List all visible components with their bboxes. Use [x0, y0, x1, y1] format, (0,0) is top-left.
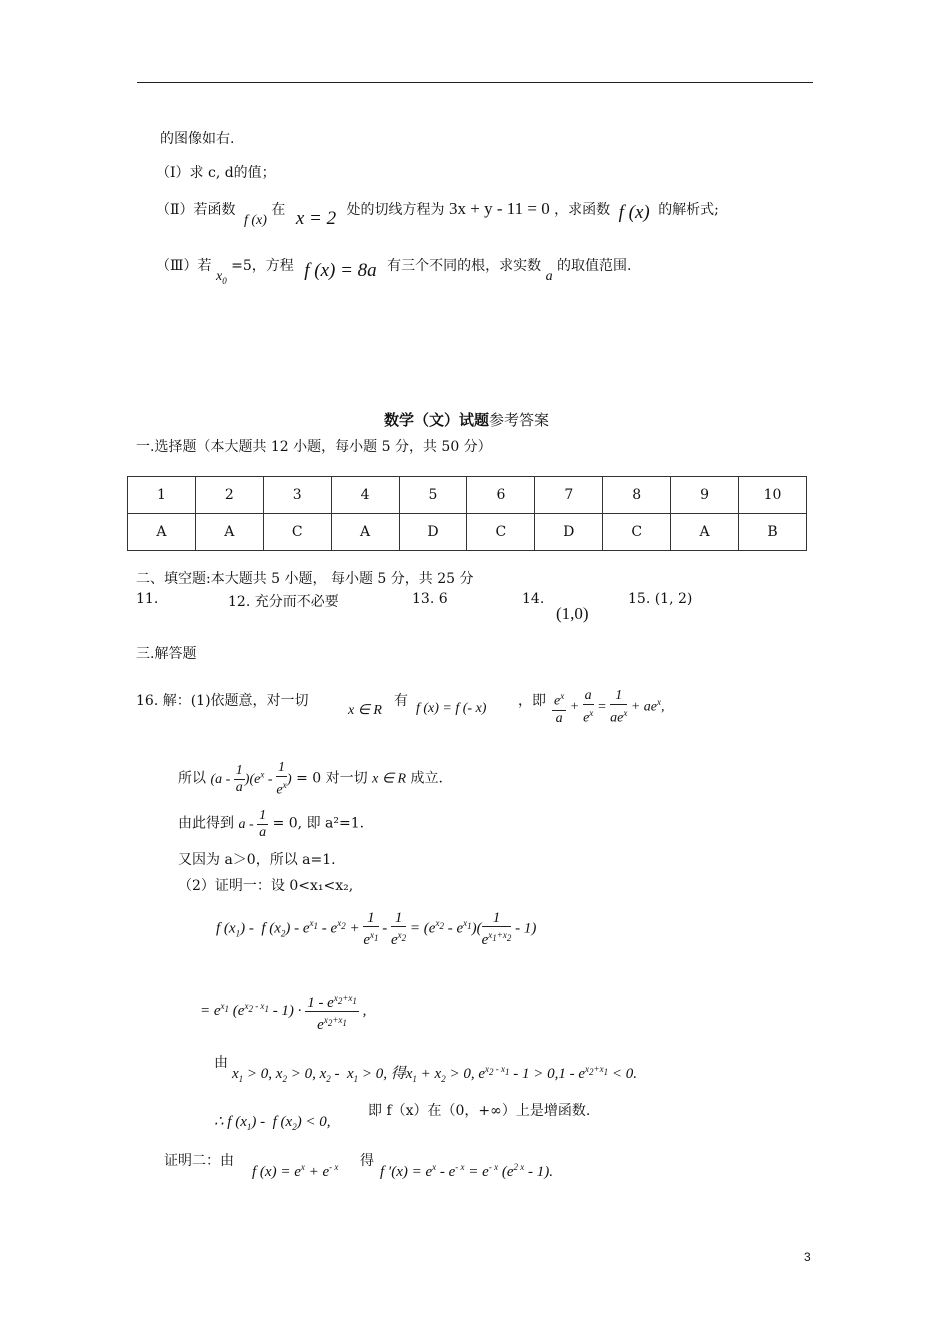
- sol16-line-3: [178, 808, 364, 841]
- table-cell: 3: [263, 477, 331, 514]
- table-cell: C: [603, 514, 671, 551]
- table-cell: 2: [195, 477, 263, 514]
- sol16-line-1: [136, 690, 309, 710]
- part2-text-d: ，求函数: [554, 202, 611, 218]
- part3-x0: [216, 269, 227, 284]
- table-cell: D: [535, 514, 603, 551]
- table-cell: 7: [535, 477, 603, 514]
- part3-equation: f (x) = 8a: [304, 260, 377, 281]
- sol16-l10-text-c: 得: [360, 1153, 374, 1169]
- table-cell: C: [467, 514, 535, 551]
- table-cell: A: [195, 514, 263, 551]
- table-cell: A: [331, 514, 399, 551]
- fill-q14-answer: (1,0): [556, 604, 589, 623]
- table-cell: B: [739, 514, 807, 551]
- sol16-line-4: 又因为 a＞0，所以 a=1.: [178, 852, 336, 868]
- fill-q14: 14.: [522, 591, 545, 607]
- sol16-line-6: f $(x_1)$ - f $(x_2) - e^{x_1} - e^{x_2}$ + $\frac{1}{e^{x_1}}$ - $\frac{1}{e^{x_2}}$ = $(e^{x_2} - e^{x_1})$( $\frac{1}{e^{x_1+x_2}}$ - 1): [216, 910, 537, 948]
- part2-tangent-equation: 3x + y - 11 = 0: [448, 199, 550, 218]
- part2-fx-2: f (x): [618, 202, 650, 223]
- sol16-l1-text-c: ，即: [518, 693, 546, 709]
- part3-text-b: =5，方程: [231, 258, 294, 274]
- sol16-l3-expr: a - $\frac{1}{a}$: [238, 808, 267, 840]
- fraction-1-over-ex1: $\frac{1}{e^{x_1}}$: [363, 910, 379, 948]
- problem-part-2: [156, 198, 719, 229]
- sol16-l9-inequality: ∴ f $(x_1)$ - f $(x_2) < 0$,: [214, 1114, 331, 1132]
- sol16-l1-tail: + ae: [630, 699, 658, 715]
- sol16-l10-fx: f $(x) = e^x + e^{- x}$: [252, 1162, 339, 1180]
- sol16-l1-fractions: $\frac{e^x}{a}$ + $\frac{a}{e^x}$ = $\frac{1}{ae^x}$ + $ae^x$,: [554, 688, 665, 726]
- table-cell: D: [399, 514, 467, 551]
- table-cell: A: [671, 514, 739, 551]
- sol16-l1-x-in-r: x ∈ R: [348, 703, 382, 718]
- page-number: 3: [804, 1250, 811, 1264]
- fraction-1-over-aex: $\frac{1}{ae^x}$: [610, 688, 628, 726]
- section-3-heading: 三.解答题: [136, 646, 197, 662]
- table-cell: 10: [739, 477, 807, 514]
- part3-x0-var: x: [215, 269, 223, 284]
- fraction-ex-over-a: $\frac{e^x}{a}$: [552, 688, 566, 727]
- sol16-l1-text-b: 有: [394, 693, 408, 709]
- part3-x0-sub: 0: [222, 275, 227, 286]
- sol16-l3-text-b: = 0, 即 a²=1.: [272, 815, 365, 832]
- sol16-l8-text-a: 由: [214, 1055, 228, 1071]
- fraction-a-over-ex: $\frac{a}{e^x}$: [583, 688, 594, 726]
- fraction-1-over-ex2: $\frac{1}{e^{x_2}}$: [391, 910, 407, 948]
- sol16-l3-text-a: 由此得到: [178, 815, 234, 832]
- sol16-l10-text-a: 证明二：由: [164, 1153, 234, 1169]
- part2-x-equals-2: x = 2: [295, 208, 337, 229]
- answer-table: [127, 476, 807, 551]
- fill-q15: 15. (1, 2): [628, 591, 693, 607]
- table-cell: 5: [399, 477, 467, 514]
- sol16-line-5: （2）证明一：设 0<x₁<x₂,: [178, 878, 354, 894]
- fraction-1-over-a-2: $\frac{1}{a}$: [259, 808, 267, 840]
- sol16-l9-text: 即 f（x）在（0，+∞）上是增函数.: [368, 1103, 591, 1119]
- fraction-1-minus-e-over-e: $\frac{1 - e^{x_2+x_1}}{e^{x_2+x_1}}$: [305, 990, 359, 1033]
- table-cell: 9: [671, 477, 739, 514]
- part3-text-d: 的取值范围.: [557, 258, 632, 274]
- sol16-line-2: [178, 760, 443, 799]
- sol16-l2-text-a: 所以: [178, 770, 206, 787]
- sol16-l2-text-b: = 0 对一切: [296, 770, 368, 787]
- sol16-l2-x-in-r: x ∈ R: [372, 771, 407, 787]
- sol16-l2-text-c: 成立.: [410, 770, 443, 787]
- table-row-answers: [128, 514, 807, 551]
- part2-fx: f (x): [243, 213, 267, 228]
- table-cell: C: [263, 514, 331, 551]
- sol16-l1-equation: f (x) = f (- x): [416, 701, 487, 716]
- section-2-heading: 二、填空题:本大题共 5 小题， 每小题 5 分，共 25 分: [136, 571, 474, 587]
- part3-a-var: a: [545, 269, 553, 284]
- section-1-heading: 一.选择题（本大题共 12 小题，每小题 5 分，共 50 分）: [136, 439, 492, 455]
- table-cell: 1: [128, 477, 196, 514]
- answer-title-rest: 参考答案: [489, 411, 550, 429]
- fraction-1-over-a: $\frac{1}{a}$: [235, 762, 243, 795]
- part2-text-c: 处的切线方程为: [346, 202, 445, 218]
- table-cell: 4: [331, 477, 399, 514]
- part3-text-c: 有三个不同的根，求实数: [387, 258, 542, 274]
- answer-title-bold: 数学（文）试题: [384, 411, 490, 429]
- part2-text-e: 的解析式;: [658, 202, 719, 218]
- fill-q12: 12. 充分而不必要: [228, 594, 339, 610]
- part2-text-a: （Ⅱ）若函数: [156, 202, 236, 218]
- fraction-1-over-ex: $\frac{1}{e^x}$: [276, 760, 287, 798]
- answer-title: [384, 409, 549, 430]
- table-cell: 6: [467, 477, 535, 514]
- sol16-l10-derivative: f $'(x) = e^x - e^{- x} = e^{- x}$ $(e^{2 x} - 1)$.: [380, 1162, 553, 1180]
- fill-q11: 11.: [136, 591, 159, 607]
- fraction-1-over-ex1x2: $\frac{1}{e^{x_1+x_2}}$: [481, 910, 512, 948]
- sol16-l8-inequalities: $x_1 > 0$, $x_2 > 0$, $x_2 - x_1 > 0$, 得$x_1 + x_2 > 0$, $e^{x_2 - x_1} - 1 > 0,1 - e^{x_2+x_1} < 0$.: [232, 1064, 637, 1084]
- part3-text-a: （Ⅲ）若: [156, 258, 212, 274]
- table-row-numbers: [128, 477, 807, 514]
- table-cell: 8: [603, 477, 671, 514]
- problem-part-1: （Ⅰ）求 c, d的值；: [156, 165, 276, 181]
- sol16-l2-product: (a - $\frac{1}{a}$ )($e^x$ - $\frac{1}{e^x}$ ): [210, 760, 292, 798]
- table-cell: A: [128, 514, 196, 551]
- problem-part-3: [156, 254, 632, 286]
- fill-q13: 13. 6: [412, 591, 448, 607]
- part2-text-b: 在: [271, 202, 286, 218]
- sol16-line-7: = $e^{x_1}$ $(e^{x_2 - x_1} - 1)$ · $\frac{1 - e^{x_2+x_1}}{e^{x_2+x_1}}$ ,: [200, 990, 366, 1033]
- header-rule: [137, 82, 813, 83]
- problem-intro: 的图像如右.: [160, 131, 235, 147]
- sol16-l1-text-a: 16. 解：(1)依题意，对一切: [136, 693, 309, 709]
